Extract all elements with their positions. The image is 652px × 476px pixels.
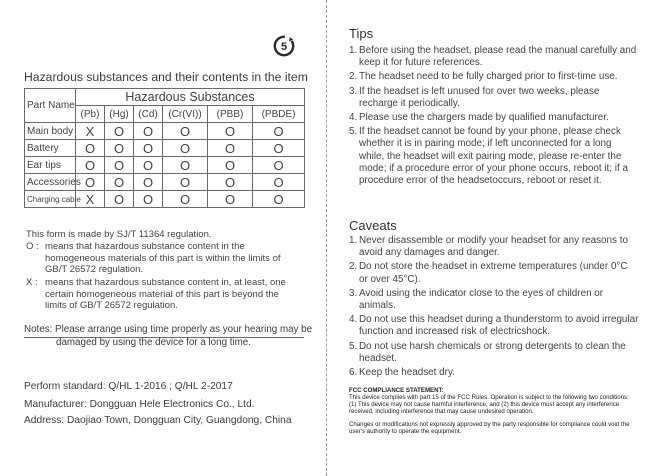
list-text: If the headset cannot be found by your phone, please check whether it is in pairing mode; if left unconnected for a long while, the headset will exit pairing mode, please re-enter the mode; if a procedure error of your phone occurs, reboot it; if a procedure error of the headsetoccurs, reboot or reset it.	[359, 126, 628, 187]
list-item	[349, 112, 639, 124]
fcc-changes: Changes or modifications not expressly approved by the party responsible for compliance could void the user's authority to operate the equipment.	[349, 421, 630, 435]
list-number: 4.	[349, 314, 358, 326]
mark-cell: O	[134, 157, 163, 174]
mark-cell: O	[134, 191, 163, 208]
mark-cell: O	[208, 191, 253, 208]
mark-cell: O	[134, 123, 163, 140]
mark-cell: O	[105, 191, 134, 208]
mark-cell: O	[76, 174, 105, 191]
mark-cell: O	[76, 140, 105, 157]
list-text: Keep the headset dry.	[359, 367, 455, 379]
mark-cell: O	[253, 157, 305, 174]
mark-cell: O	[76, 157, 105, 174]
list-text: If the headset is left unused for over two weeks, please recharge it periodically.	[359, 85, 600, 109]
perform-standard: Perform standard: Q/HL 1-2016 ; Q/HL 2-2017	[24, 381, 233, 392]
tips-list	[349, 45, 639, 189]
mark-cell: O	[134, 140, 163, 157]
table-row	[25, 157, 305, 174]
list-number: 2.	[349, 261, 358, 273]
substance-header: (PBDE)	[253, 106, 305, 123]
mark-cell: O	[208, 123, 253, 140]
caveats-title: Caveats	[349, 218, 397, 233]
list-item	[349, 126, 639, 187]
legend-o-text: means that hazardous substance content in the homogeneous materials of this part is within the limits of GB/T 26572 regulation.	[45, 241, 281, 276]
substance-header: (Cr(VI))	[163, 106, 208, 123]
hazardous-substances-table	[24, 88, 305, 208]
address: Address: Daojiao Town, Dongguan City, Guangdong, China	[24, 415, 292, 426]
hearing-notes-text: Notes: Please arrange using time properly as your hearing may be damaged by using the device for a long time.	[24, 324, 313, 348]
list-text: Please use the chargers made by qualified manufacturer.	[359, 112, 609, 124]
mark-cell: O	[105, 174, 134, 191]
page-fold-divider	[326, 0, 328, 476]
list-item	[349, 288, 639, 312]
legend-x-text: means that hazardous substance content in, at least, one certain homogeneous material of this part is beyond the limits of GB/T 26572 regulation.	[45, 277, 286, 312]
table-row	[25, 123, 305, 140]
substance-header: (PBB)	[208, 106, 253, 123]
mark-cell: O	[208, 174, 253, 191]
part-name-cell: Main body	[25, 123, 76, 140]
list-text: Do not store the headset in extreme temperatures (under 0°C or over 45°C).	[359, 261, 628, 285]
hazardous-substances-header: Hazardous Substances	[76, 89, 305, 106]
mark-cell: O	[208, 157, 253, 174]
substance-header: (Pb)	[76, 106, 105, 123]
mark-cell: O	[253, 123, 305, 140]
list-text: Avoid using the indicator close to the eyes of children or animals.	[359, 287, 604, 312]
list-item	[349, 45, 639, 69]
hearing-notes	[24, 323, 314, 349]
list-number: 3.	[349, 85, 358, 97]
fcc-heading: FCC COMPLIANCE STATEMENT:	[349, 387, 444, 394]
list-text: Never disassemble or modify your headset for any reasons to avoid any damages and danger.	[359, 235, 628, 259]
mark-cell: O	[105, 140, 134, 157]
substance-header: (Hg)	[105, 106, 134, 123]
legend-o-symbol: O :	[26, 241, 39, 252]
substance-header: (Cd)	[134, 106, 163, 123]
mark-cell: X	[76, 123, 105, 140]
mark-cell: O	[163, 191, 208, 208]
part-name-header: Part Name	[25, 89, 76, 123]
mark-cell: O	[105, 123, 134, 140]
table-row	[25, 191, 305, 208]
list-number: 2.	[349, 71, 358, 83]
legend-box	[24, 227, 304, 338]
mark-cell: O	[253, 174, 305, 191]
mark-cell: O	[253, 140, 305, 157]
list-text: Do not use harsh chemicals or strong detergents to clean the headset.	[359, 340, 626, 364]
mark-cell: O	[163, 140, 208, 157]
list-number: 5.	[349, 340, 358, 352]
list-item	[349, 367, 639, 379]
form-regulation-note: This form is made by SJ/T 11364 regulation.	[26, 229, 212, 240]
fcc-body: This device complies with part 15 of the FCC Rules. Operation is subject to the following two conditions: (1) This device may not cause harmful interference, and (2) this device must accept any interference received, including interference that may cause undesired operation.	[349, 394, 629, 415]
fcc-statement	[349, 387, 631, 435]
hazard-title: Hazardous substances and their contents in the item	[24, 70, 308, 84]
list-item	[349, 261, 639, 285]
legend-x-symbol: X :	[26, 277, 38, 288]
list-number: 1.	[349, 235, 358, 246]
list-item	[349, 235, 639, 259]
mark-cell: O	[253, 191, 305, 208]
tips-title: Tips	[349, 26, 374, 41]
list-item	[349, 86, 639, 110]
list-number: 4.	[349, 112, 358, 124]
list-number: 3.	[349, 287, 358, 299]
part-name-cell: Ear tips	[25, 157, 76, 174]
mark-cell: O	[163, 123, 208, 140]
list-number: 5.	[349, 126, 358, 138]
manufacturer: Manufacturer: Dongguan Hele Electronics Co., Ltd.	[24, 399, 255, 410]
rohs-environmental-period-icon	[272, 34, 296, 58]
mark-cell: O	[163, 157, 208, 174]
list-item	[349, 71, 639, 83]
table-row	[25, 174, 305, 191]
mark-cell: O	[208, 140, 253, 157]
mark-cell: O	[134, 174, 163, 191]
list-number: 1.	[349, 45, 358, 56]
caveats-list	[349, 235, 639, 381]
part-name-cell: Charging cable	[25, 191, 76, 208]
mark-cell: X	[76, 191, 105, 208]
table-row	[25, 140, 305, 157]
list-number: 6.	[349, 367, 358, 379]
rohs-number: 5	[280, 41, 288, 53]
list-item	[349, 314, 639, 338]
list-text: The headset need to be fully charged prior to first-time use.	[359, 71, 618, 83]
mark-cell: O	[163, 174, 208, 191]
part-name-cell: Battery	[25, 140, 76, 157]
list-item	[349, 341, 639, 365]
mark-cell: O	[105, 157, 134, 174]
list-text: Before using the headset, please read the manual carefully and keep it for future references.	[359, 45, 637, 69]
list-text: Do not use this headset during a thunderstorm to avoid irregular function and increased risk of electricshock.	[359, 314, 639, 338]
part-name-cell: Accessories	[25, 174, 76, 191]
